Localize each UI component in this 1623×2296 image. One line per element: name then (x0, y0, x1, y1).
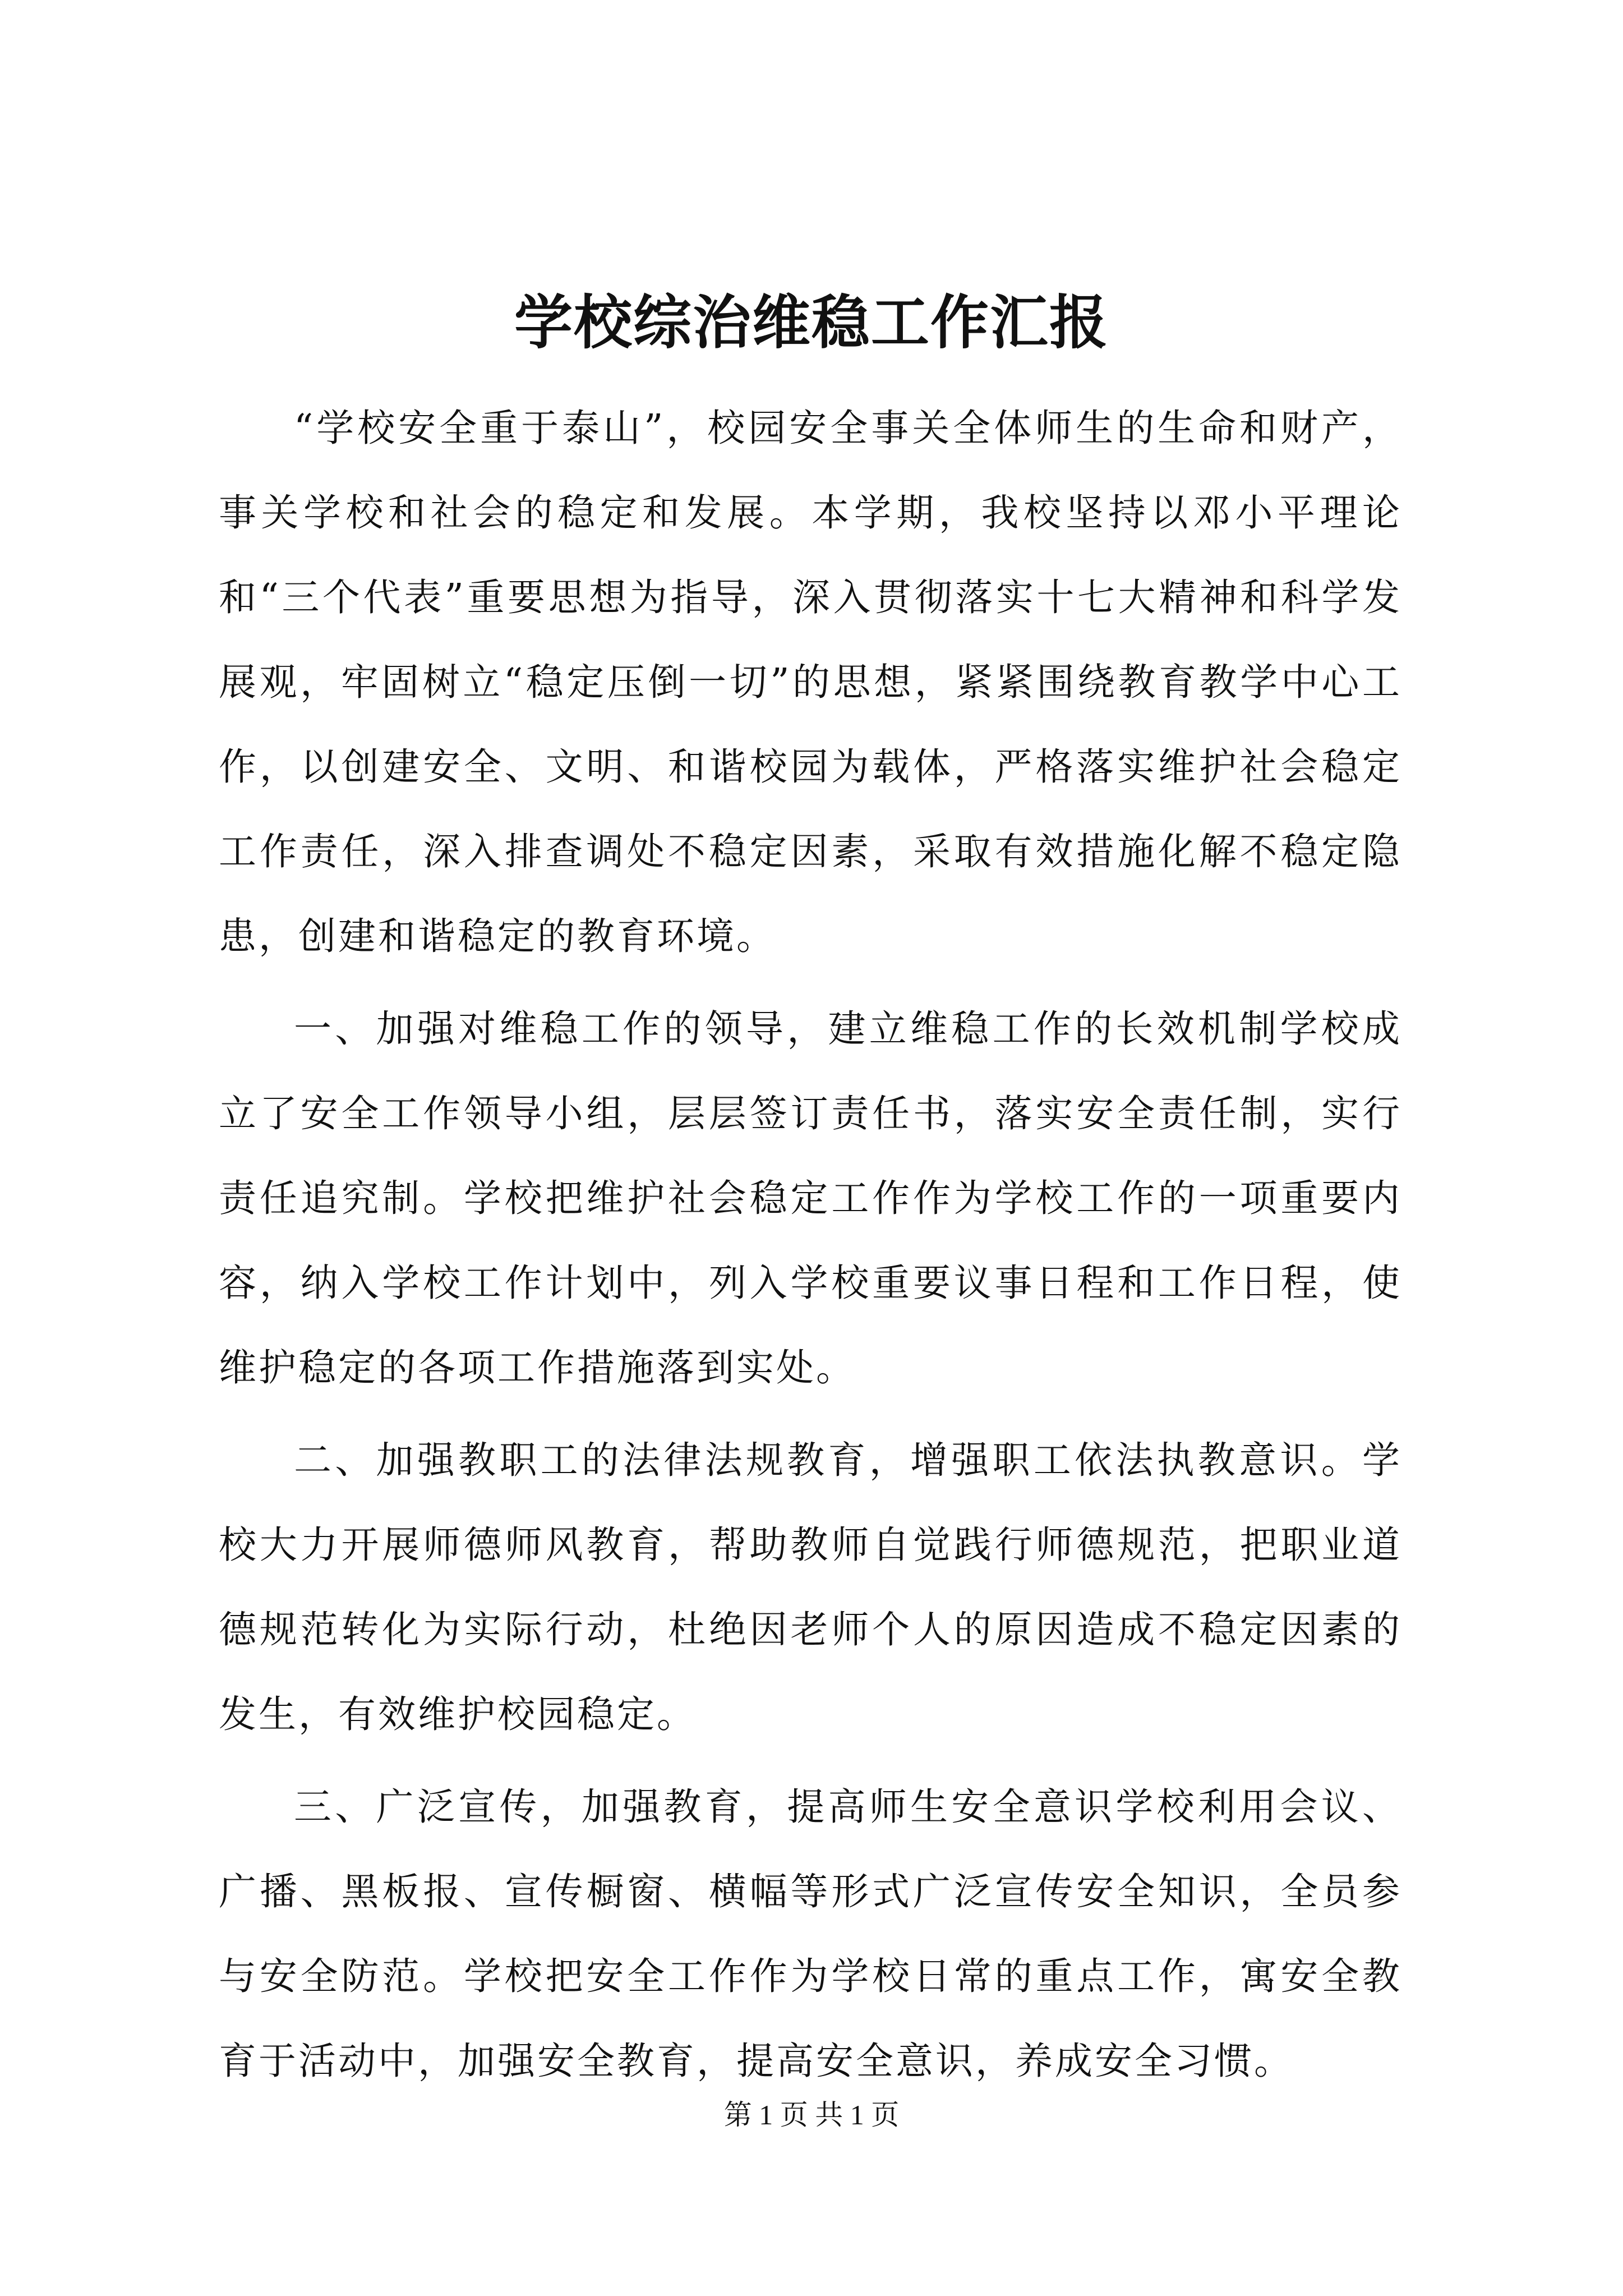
section-3-paragraph: 三、广泛宣传，加强教育，提高师生安全意识学校利用会议、广播、黑板报、宣传橱窗、横幅等形式广泛宣传安全知识，全员参与安全防范。学校把安全工作作为学校日常的重点工作，寓安全教育于活动中，加强安全教育，提高安全意识，养成安全习惯。 (219, 1785, 1402, 2083)
section-1-paragraph: 一、加强对维稳工作的领导，建立维稳工作的长效机制学校成立了安全工作领导小组，层层签订责任书，落实安全责任制，实行责任追究制。学校把维护社会稳定工作作为学校工作的一项重要内容，纳入学校工作计划中，列入学校重要议事日程和工作日程，使维护稳定的各项工作措施落到实处。 (219, 1007, 1402, 1389)
document-body (219, 386, 1402, 2104)
intro-paragraph: “学校安全重于泰山”，校园安全事关全体师生的生命和财产，事关学校和社会的稳定和发展。本学期，我校坚持以邓小平理论和“三个代表”重要思想为指导，深入贯彻落实十七大精神和科学发展观，牢固树立“稳定压倒一切”的思想，紧紧围绕教育教学中心工作，以创建安全、文明、和谐校园为载体，严格落实维护社会稳定工作责任，深入排查调处不稳定因素，采取有效措施化解不稳定隐患，创建和谐稳定的教育环境。 (219, 406, 1402, 958)
section-2-paragraph: 二、加强教职工的法律法规教育，增强职工依法执教意识。学校大力开展师德师风教育，帮助教师自觉践行师德规范，把职业道德规范转化为实际行动，杜绝因老师个人的原因造成不稳定因素的发生，有效维护校园稳定。 (219, 1438, 1402, 1736)
document-title: 学校综治维稳工作汇报 (514, 288, 1109, 357)
page-footer: 第 1 页 共 1 页 (723, 2099, 900, 2131)
